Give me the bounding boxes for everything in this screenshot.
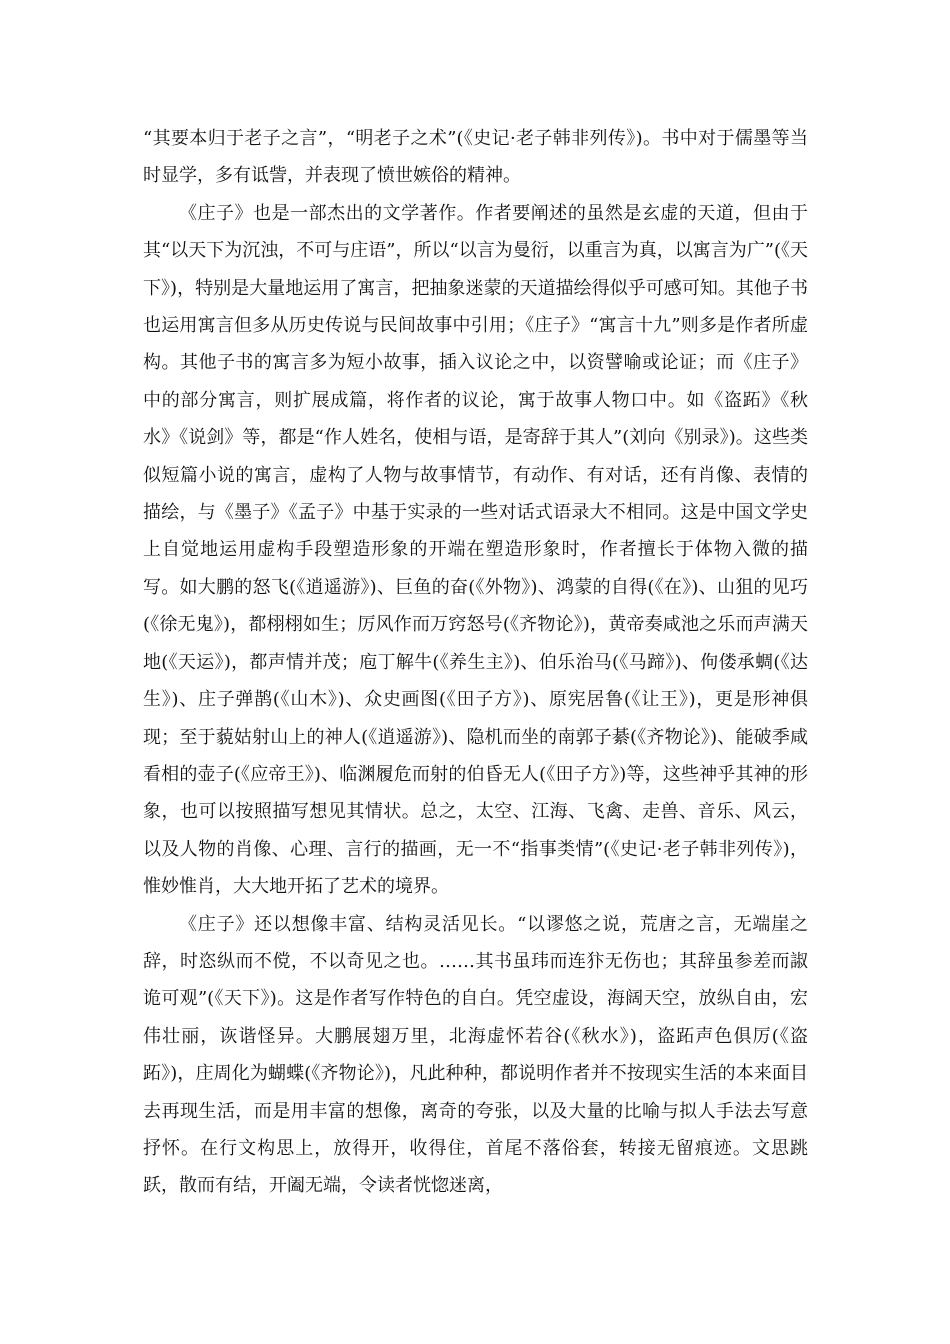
paragraph-literary-work: 《庄子》也是一部杰出的文学著作。作者要阐述的虽然是玄虚的天道，但由于其“以天下为沉浊，不可与庄语”，所以“以言为曼衍，以重言为真，以寓言为广”(《天下》)，特别是大量地运用了寓言，把抽象迷蒙的天道描绘得似乎可感可知。其他子书也运用寓言但多从历史传说与民间故事中引用；《庄子》“寓言十九”则多是作者所虚构。其他子书的寓言多为短小故事，插入议论之中，以资譬喻或论证；而《庄子》中的部分寓言，则扩展成篇，将作者的议论，寓于故事人物口中。如《盗跖》《秋水》《说剑》等，都是“作人姓名，使相与语，是寄辞于其人”(刘向《别录》)。这些类似短篇小说的寓言，虚构了人物与故事情节，有动作、有对话，还有肖像、表情的描绘，与《墨子》《孟子》中基于实录的一些对话式语录大不相同。这是中国文学史上自觉地运用虚构手段塑造形象的开端在塑造形象时，作者擅长于体物入微的描写。如大鹏的怒飞(《逍遥游》)、巨鱼的奋(《外物》)、鸿蒙的自得(《在》)、山狙的见巧(《徐无鬼》)，都栩栩如生；厉风作而万窍怒号(《齐物论》)，黄帝奏咸池之乐而声满天地(《天运》)，都声情并茂；庖丁解牛(《养生主》)、伯乐治马(《马蹄》)、佝偻承蜩(《达生》)、庄子弹鹊(《山木》)、众史画图(《田子方》)、原宪居鲁(《让王》)，更是形神俱现；至于藐姑射山上的神人(《逍遥游》)、隐机而坐的南郭子綦(《齐物论》)、能破季咸看相的壶子(《应帝王》)、临渊履危而射的伯昏无人(《田子方》)等，这些神乎其神的形象，也可以按照描写想见其情状。总之，太空、江海、飞禽、走兽、音乐、风云，以及人物的肖像、心理、言行的描画，无一不“指事类情”(《史记·老子韩非列传》)，惟妙惟肖，大大地开拓了艺术的境界。 xyxy=(143,202,808,898)
paragraph-continuation: “其要本归于老子之言”，“明老子之术”(《史记·老子韩非列传》)。书中对于儒墨等当时显学，多有诋訾，并表现了愤世嫉俗的精神。 xyxy=(143,128,808,187)
document-page xyxy=(143,120,808,1205)
paragraph-imagination-structure: 《庄子》还以想像丰富、结构灵活见长。“以谬悠之说，荒唐之言，无端崖之辞，时恣纵而不傥，不以奇见之也。……其书虽玮而连犿无伤也；其辞虽参差而諔诡可观”(《天下》)。这是作者写作特色的自白。凭空虚设，海阔天空，放纵自由，宏伟壮丽，诙谐怪异。大鹏展翅万里，北海虚怀若谷(《秋水》)，盗跖声色俱厉(《盗跖》)，庄周化为蝴蝶(《齐物论》)，凡此种种，都说明作者并不按现实生活的本来面目去再现生活，而是用丰富的想像，离奇的夸张，以及大量的比喻与拟人手法去写意抒怀。在行文构思上，放得开，收得住，首尾不落俗套，转接无留痕迹。文思跳跃，散而有结，开阖无端，令读者恍惚迷离， xyxy=(143,913,808,1197)
